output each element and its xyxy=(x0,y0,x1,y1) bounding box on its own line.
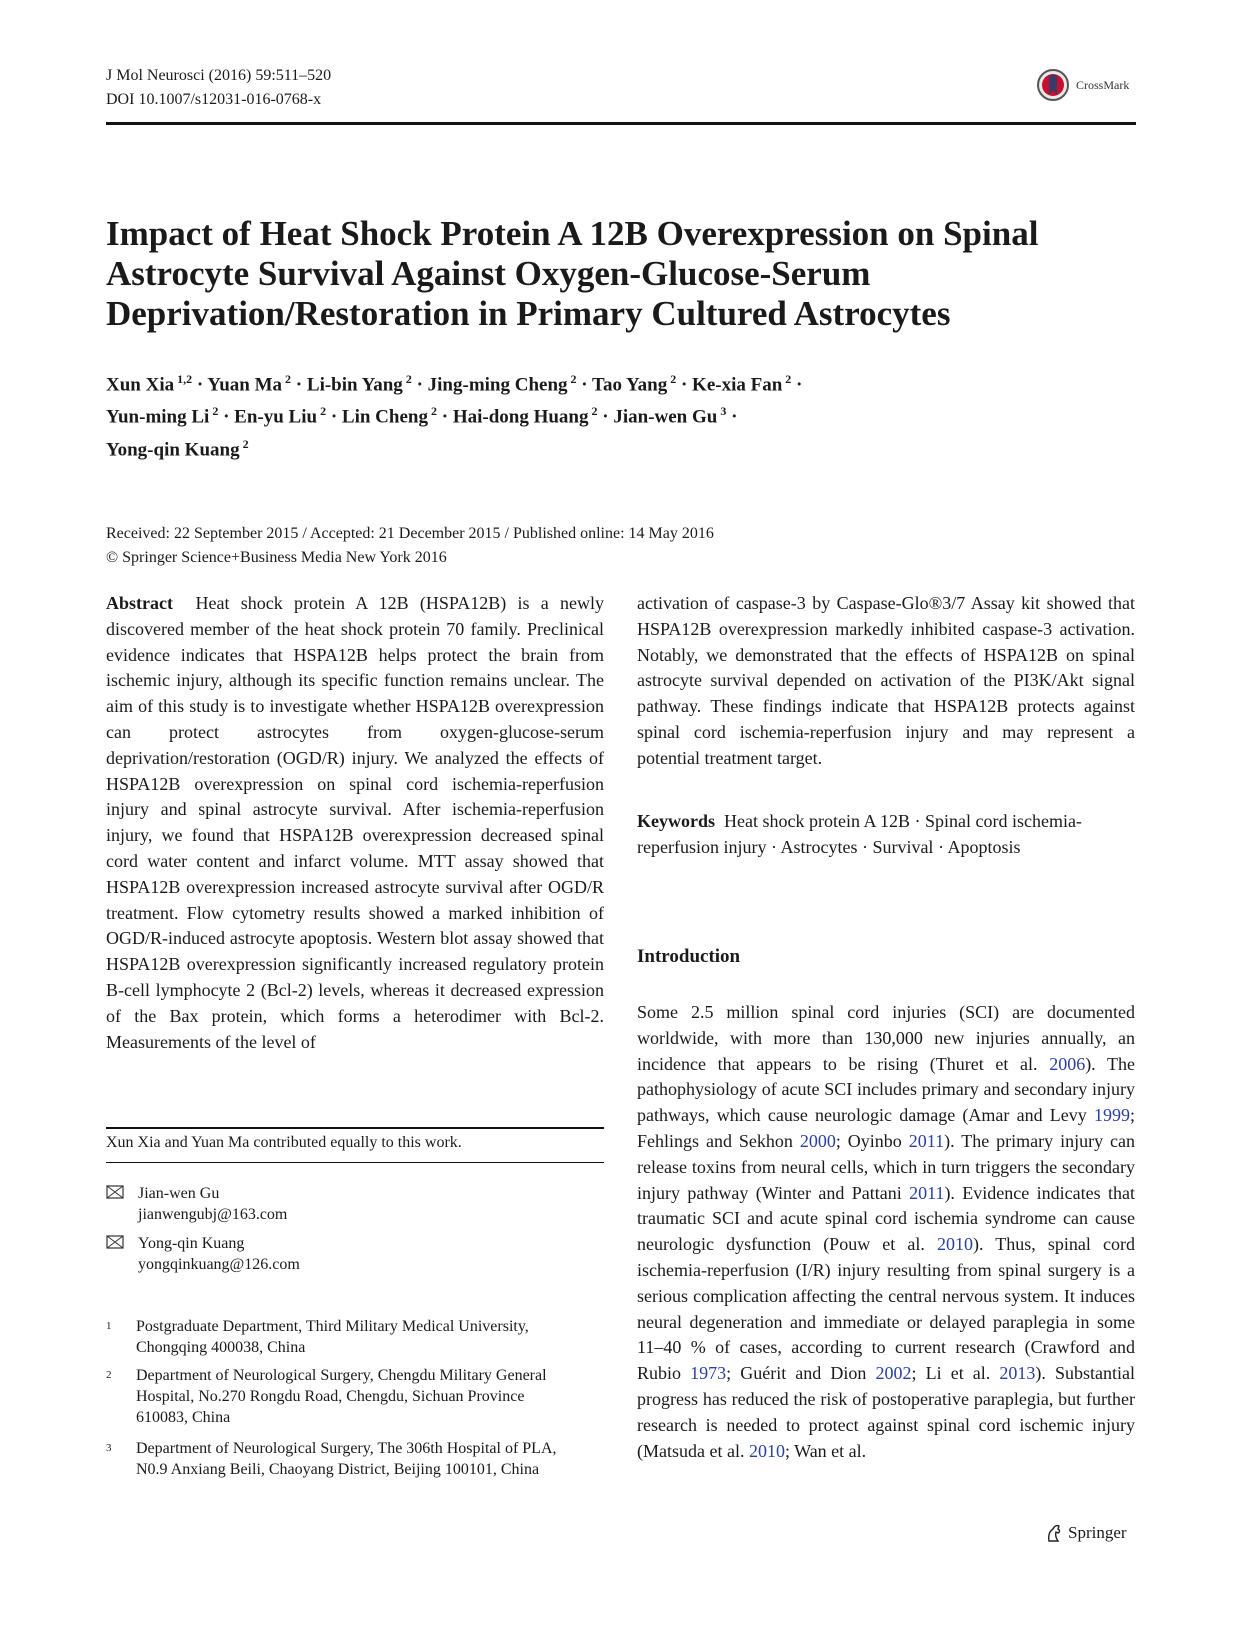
author-name[interactable]: Li-bin Yang xyxy=(306,374,403,396)
author-affiliation-mark: 2 xyxy=(402,372,412,386)
citation-link[interactable]: 2006 xyxy=(1049,1053,1086,1074)
author-name[interactable]: Hai-dong Huang xyxy=(452,406,589,428)
header-rule xyxy=(106,122,1136,125)
author-name[interactable]: En-yu Liu xyxy=(234,406,318,428)
abstract-col1 xyxy=(106,591,604,1055)
affiliation-number: 1 xyxy=(106,1320,112,1332)
author-name[interactable]: Lin Cheng xyxy=(341,406,428,428)
affiliation-2 xyxy=(106,1365,604,1428)
springer-horse-icon xyxy=(1044,1523,1064,1543)
author-affiliation-mark: 2 xyxy=(427,404,437,419)
publication-dates xyxy=(106,522,714,570)
citation-link[interactable]: 2013 xyxy=(999,1363,1036,1384)
author-affiliation-mark: 2 xyxy=(209,404,219,419)
citation-link[interactable]: 2011 xyxy=(909,1182,945,1203)
crossmark-label: CrossMark xyxy=(1076,77,1130,92)
abstract-col2: activation of caspase-3 by Caspase-Glo®3/7 Assay kit showed that HSPA12B overexpression markedly inhibited caspase-3 activation. Notably, we demonstrated that the effects of HSPA12B on spinal astrocyte survival depended on activation of the PI3K/Akt signal pathway. These findings indicate that HSPA12B protects against spinal cord ischemia-reperfusion injury and may represent a potential treatment target. xyxy=(637,593,1135,768)
author-name[interactable]: Jing-ming Cheng xyxy=(427,374,568,396)
author-affiliation-mark: 2 xyxy=(588,404,598,419)
footnote-rule-bottom xyxy=(106,1162,604,1163)
abstract-label: Abstract xyxy=(106,593,173,613)
publisher-name: Springer xyxy=(1068,1523,1127,1542)
contribution-note: Xun Xia and Yuan Ma contributed equally to this work. xyxy=(106,1134,462,1151)
envelope-icon xyxy=(106,1183,124,1199)
author-affiliation-mark: 2 xyxy=(317,404,327,419)
contact-email[interactable]: yongqinkuang@126.com xyxy=(138,1256,300,1273)
contact-email[interactable]: jianwengubj@163.com xyxy=(138,1206,288,1223)
author-name[interactable]: Xun Xia xyxy=(106,374,175,396)
affiliation-1 xyxy=(106,1316,604,1358)
author-name[interactable]: Yuan Ma xyxy=(207,374,283,396)
author-name[interactable]: Tao Yang xyxy=(592,374,668,396)
introduction-heading: Introduction xyxy=(637,946,741,967)
contact-name: Jian-wen Gu xyxy=(138,1185,220,1202)
citation-link[interactable]: 2010 xyxy=(937,1234,974,1255)
affiliation-text: Department of Neurological Surgery, Chengdu Military General Hospital, No.270 Rongdu Road, Chengdu, Sichuan Province 610083, China xyxy=(136,1367,547,1426)
crossmark-icon xyxy=(1036,68,1070,102)
citation-link[interactable]: 1999 xyxy=(1093,1105,1130,1126)
journal-citation: J Mol Neurosci (2016) 59:511–520 xyxy=(106,67,332,84)
article-title: Impact of Heat Shock Protein A 12B Overexpression on Spinal Astrocyte Survival Against Oxygen-Glucose-Serum Deprivation/Restoration in Primary Cultured Astrocytes xyxy=(106,214,1039,333)
author-affiliation-mark: 2 xyxy=(239,436,249,451)
author-affiliation-mark: 2 xyxy=(667,372,677,386)
journal-header xyxy=(106,64,331,112)
author-list: Xun Xia $^{1,2}$ · Yuan Ma $^2$ · Li-bin Yang $^2$ · Jing-ming Cheng $^2$ · Tao Yang $^2$ · Ke-xia Fan $^2$ · Yun-ming Li $^2$ · En-yu Liu $^2$ · Lin Cheng $^2$ · Hai-dong Huang $^2$ · Jian-wen Gu $^3$ · Yong-qin Kuang $^2$ xyxy=(106,372,803,460)
author-affiliation-mark: 2 xyxy=(567,372,577,386)
crossmark-badge[interactable] xyxy=(1036,68,1129,102)
affiliation-3 xyxy=(106,1438,604,1480)
footnote-rule-top xyxy=(106,1127,604,1129)
citation-link[interactable]: 2010 xyxy=(748,1440,785,1461)
author-affiliation-mark: 3 xyxy=(717,404,727,419)
keywords-text: Heat shock protein A 12B · Spinal cord ischemia-reperfusion injury · Astrocytes · Survival · Apoptosis xyxy=(637,811,1082,857)
doi: DOI 10.1007/s12031-016-0768-x xyxy=(106,91,322,108)
author-affiliation-mark: 1,2 xyxy=(174,372,193,386)
affiliation-text: Department of Neurological Surgery, The 306th Hospital of PLA, N0.9 Anxiang Beili, Chaoyang District, Beijing 100101, China xyxy=(136,1440,557,1478)
citation-link[interactable]: 1973 xyxy=(690,1363,727,1384)
author-affiliation-mark: 2 xyxy=(282,372,292,386)
keywords xyxy=(637,808,1135,860)
contact-2 xyxy=(106,1233,300,1275)
author-name[interactable]: Yong-qin Kuang xyxy=(106,438,240,460)
author-name[interactable]: Ke-xia Fan xyxy=(692,374,783,396)
author-name[interactable]: Jian-wen Gu xyxy=(613,406,718,428)
dates-line: Received: 22 September 2015 / Accepted: 21 December 2015 / Published online: 14 May 2016 xyxy=(106,525,714,542)
copyright-line: © Springer Science+Business Media New York 2016 xyxy=(106,549,447,566)
abstract-text-1: Heat shock protein A 12B (HSPA12B) is a newly discovered member of the heat shock protein 70 family. Preclinical evidence indicates that HSPA12B helps protect the brain from ischemic injury, although its specific function remains unclear. The aim of this study is to investigate whether HSPA12B overexpression can protect astrocytes from oxygen-glucose-serum deprivation/restoration (OGD/R) injury. We analyzed the effects of HSPA12B overexpression on spinal cord ischemia-reperfusion injury and spinal astrocyte survival. After ischemia-reperfusion injury, we found that HSPA12B overexpression decreased spinal cord water content and infarct volume. MTT assay showed that HSPA12B overexpression increased astrocyte survival after OGD/R treatment. Flow cytometry results showed a marked inhibition of OGD/R-induced astrocyte apoptosis. Western blot assay showed that HSPA12B overexpression significantly increased regulatory protein B-cell lymphocyte 2 (Bcl-2) levels, whereas it decreased expression of the Bax protein, which forms a heterodimer with Bcl-2. Measurements of the level of xyxy=(106,593,605,1052)
citation-link[interactable]: 2011 xyxy=(908,1130,945,1151)
affiliation-number: 3 xyxy=(106,1442,112,1454)
author-affiliation-mark: 2 xyxy=(782,372,792,386)
contact-name: Yong-qin Kuang xyxy=(138,1235,245,1252)
publisher-logo xyxy=(1044,1523,1127,1543)
keywords-label: Keywords xyxy=(637,811,715,831)
citation-link[interactable]: 2000 xyxy=(799,1130,836,1151)
envelope-icon xyxy=(106,1233,124,1249)
citation-link[interactable]: 2002 xyxy=(875,1363,912,1384)
introduction-text: Some 2.5 million spinal cord injuries (SCI) are documented worldwide, with more than 130,000 new injuries annually, an incidence that appears to be rising (Thuret et al. 2006). The pathophysiology of acute SCI includes primary and secondary injury pathways, which cause neurologic damage (Amar and Levy 1999; Fehlings and Sekhon 2000; Oyinbo 2011). The primary injury can release toxins from neural cells, which in turn triggers the secondary injury pathway (Winter and Pattani 2011). Evidence indicates that traumatic SCI and acute spinal cord ischemia syndrome can cause neurologic dysfunction (Pouw et al. 2010). Thus, spinal cord ischemia-reperfusion (I/R) injury resulting from spinal surgery is a serious complication affecting the central nervous system. It induces neural degeneration and immediate or delayed paraplegia in some 11–40 % of cases, according to current research (Crawford and Rubio 1973; Guérit and Dion 2002; Li et al. 2013). Substantial progress has reduced the risk of postoperative paraplegia, but further research is needed to protect against spinal cord ischemic injury (Matsuda et al. 2010; Wan et al. xyxy=(637,1002,1135,1461)
author-name[interactable]: Yun-ming Li xyxy=(106,406,210,428)
affiliation-text: Postgraduate Department, Third Military Medical University, Chongqing 400038, China xyxy=(136,1318,529,1356)
contact-1 xyxy=(106,1183,287,1225)
affiliation-number: 2 xyxy=(106,1369,112,1381)
